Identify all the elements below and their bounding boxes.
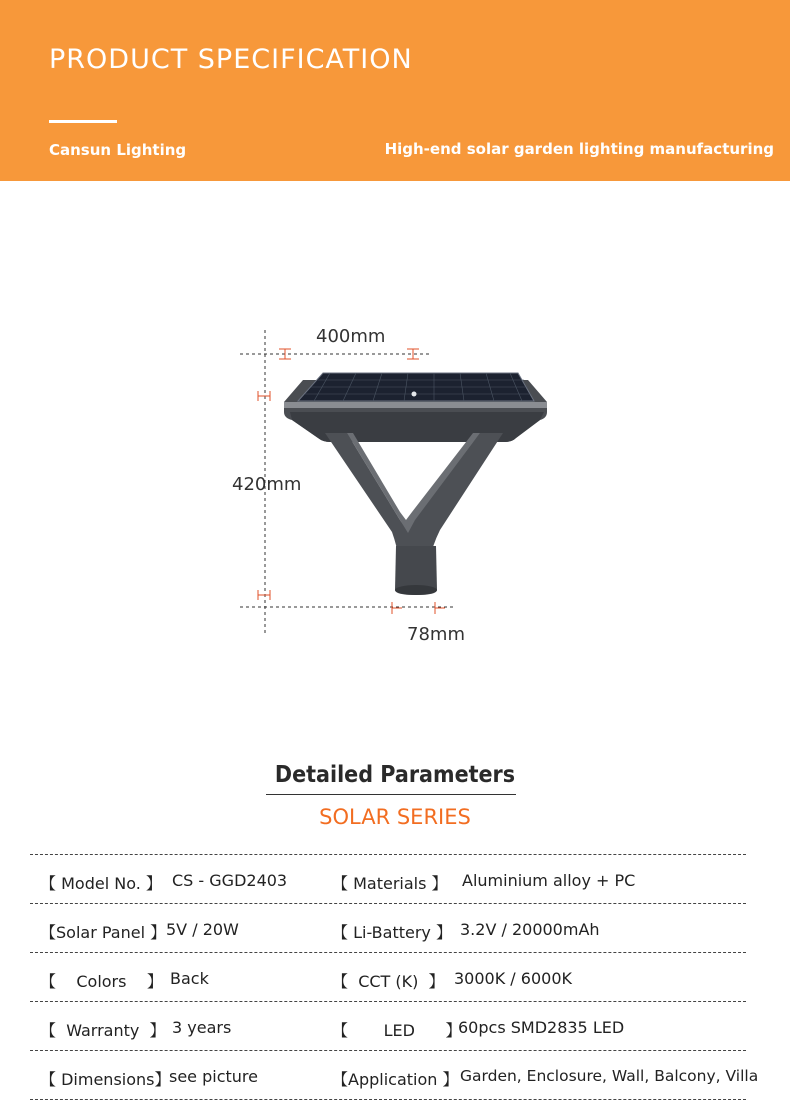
param-row bbox=[30, 854, 746, 903]
param-label-model: 【 Model No. 】 bbox=[40, 874, 162, 893]
param-value-cct: 3000K / 6000K bbox=[454, 969, 572, 988]
param-value-dimensions: see picture bbox=[169, 1067, 258, 1086]
param-value-model: CS - GGD2403 bbox=[172, 871, 288, 890]
param-row bbox=[30, 1050, 759, 1100]
param-label-colors: 【 Colors 】 bbox=[40, 972, 163, 991]
param-row bbox=[30, 903, 746, 952]
param-value-warranty: 3 years bbox=[172, 1018, 232, 1037]
base-dimension-label: 78mm bbox=[407, 624, 465, 645]
param-label-materials: 【 Materials 】 bbox=[332, 874, 448, 893]
param-value-led: 60pcs SMD2835 LED bbox=[458, 1018, 625, 1037]
param-label-application: 【Application 】 bbox=[332, 1070, 459, 1089]
title-underline bbox=[49, 120, 117, 123]
param-value-solar-panel: 5V / 20W bbox=[166, 920, 239, 939]
param-row bbox=[30, 952, 746, 1001]
param-label-battery: 【 Li-Battery 】 bbox=[332, 923, 452, 942]
param-label-warranty: 【 Warranty 】 bbox=[40, 1021, 166, 1040]
section-title: Detailed Parameters bbox=[274, 762, 516, 788]
section-subtitle: SOLAR SERIES bbox=[319, 805, 471, 829]
width-dimension-label: 400mm bbox=[316, 326, 386, 347]
param-value-battery: 3.2V / 20000mAh bbox=[460, 920, 600, 939]
param-value-application: Garden, Enclosure, Wall, Balcony, Villa bbox=[460, 1067, 759, 1085]
param-label-solar-panel: 【Solar Panel 】 bbox=[40, 923, 167, 942]
param-row bbox=[30, 1001, 746, 1050]
page-title: PRODUCT SPECIFICATION bbox=[49, 44, 413, 75]
parameters-table bbox=[30, 854, 759, 1100]
header-banner bbox=[0, 0, 790, 181]
section-title-rule bbox=[266, 794, 516, 795]
param-label-dimensions: 【 Dimensions】 bbox=[40, 1070, 171, 1089]
param-value-materials: Aluminium alloy + PC bbox=[462, 871, 636, 890]
param-label-cct: 【 CCT (K) 】 bbox=[332, 972, 445, 991]
brand-name: Cansun Lighting bbox=[49, 141, 187, 159]
height-dimension-label: 420mm bbox=[232, 474, 302, 495]
param-label-led: 【 LED 】 bbox=[332, 1021, 462, 1040]
product-dimension-drawing bbox=[0, 181, 790, 651]
brand-slogan: High-end solar garden lighting manufacturing bbox=[384, 140, 774, 158]
param-value-colors: Back bbox=[170, 969, 209, 988]
